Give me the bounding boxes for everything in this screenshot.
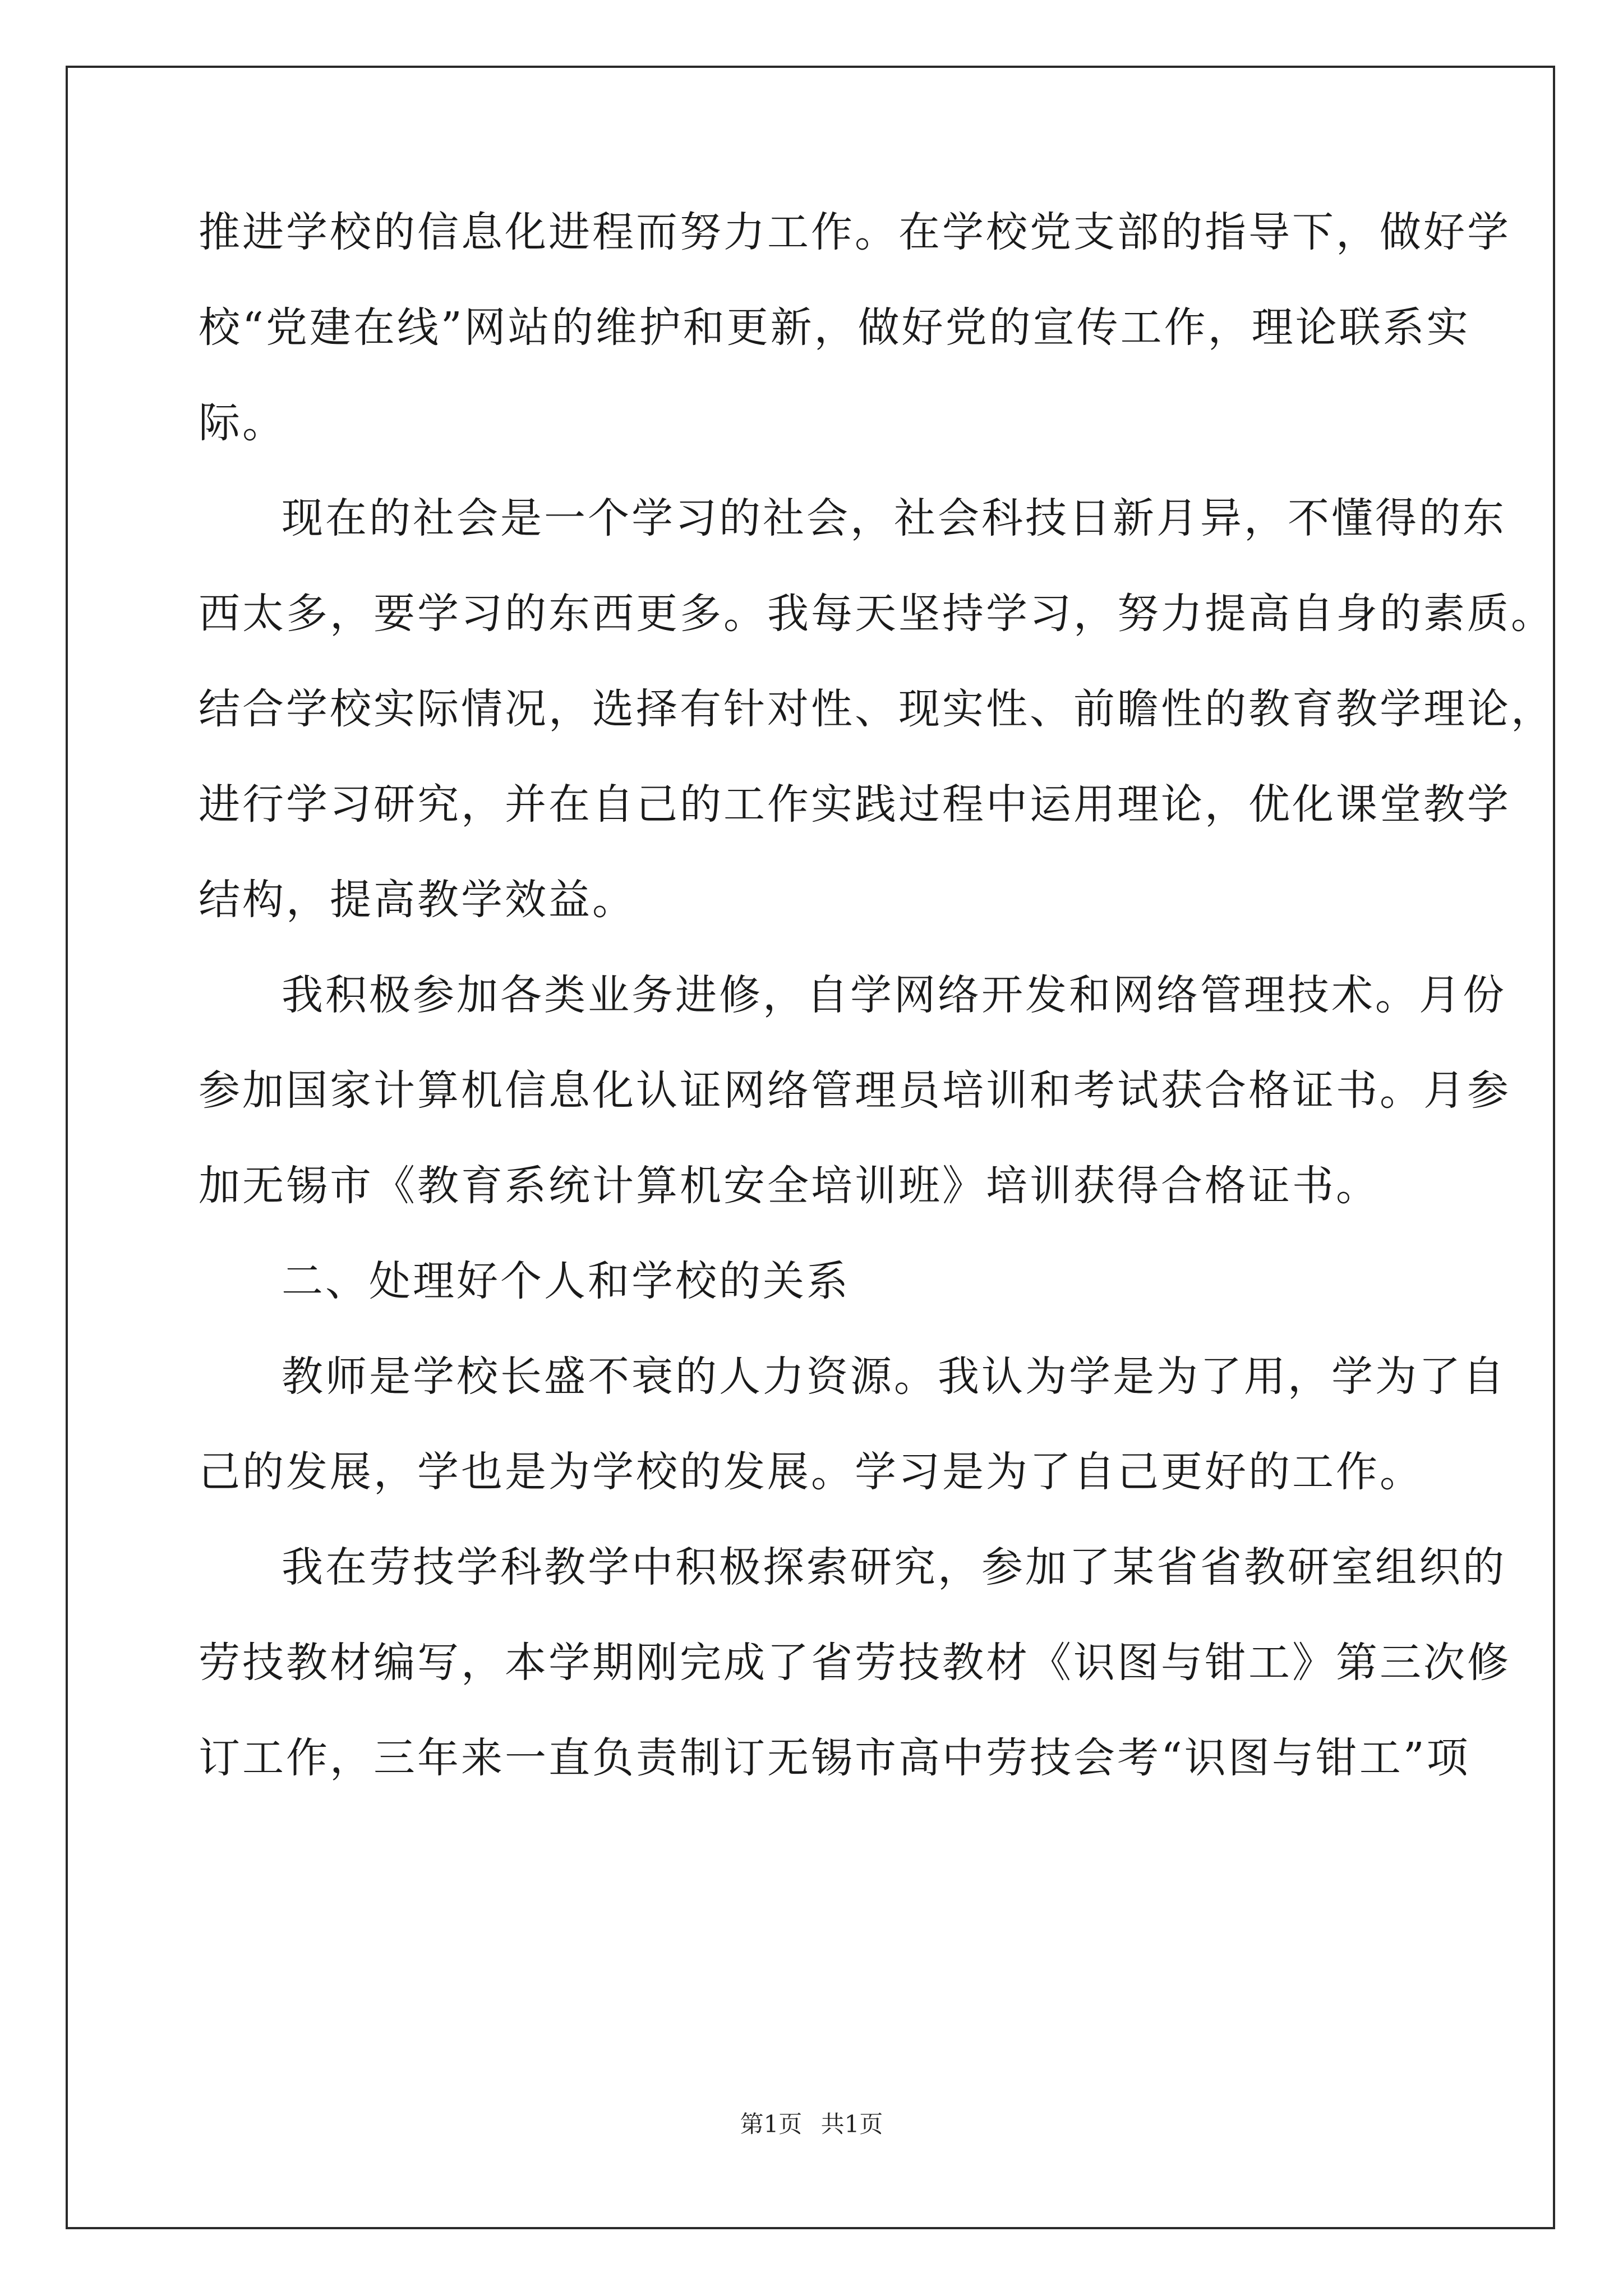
paragraph-first-line: 我积极参加各类业务进修，自学网络开发和网络管理技术。月份 — [282, 971, 1506, 1019]
text-line: 加无锡市《教育系统计算机安全培训班》培训获得合格证书。 — [199, 1162, 1380, 1210]
text-line: 际。 — [199, 399, 286, 447]
page-footer — [0, 2110, 1623, 2138]
paragraph-first-line: 我在劳技学科教学中积极探索研究，参加了某省省教研室组织的 — [282, 1543, 1506, 1591]
text-line: 订工作，三年来一直负责制订无锡市高中劳技会考“识图与钳工”项 — [199, 1734, 1470, 1782]
text-line: 己的发展，学也是为学校的发展。学习是为了自己更好的工作。 — [199, 1448, 1423, 1496]
paragraph-first-line: 教师是学校长盛不衰的人力资源。我认为学是为了用，学为了自 — [282, 1352, 1506, 1401]
document-body — [199, 208, 1555, 1830]
text-line: 结构，提高教学效益。 — [199, 876, 636, 924]
text-line: 校“党建在线”网站的维护和更新，做好党的宣传工作，理论联系实 — [199, 303, 1470, 352]
text-line: 西太多，要学习的东西更多。我每天坚持学习，努力提高自身的素质。 — [199, 590, 1555, 638]
text-line: 推进学校的信息化进程而努力工作。在学校党支部的指导下，做好学 — [199, 208, 1511, 256]
text-line: 参加国家计算机信息化认证网络管理员培训和考试获合格证书。月参 — [199, 1066, 1511, 1115]
section-heading: 二、处理好个人和学校的关系 — [282, 1257, 850, 1305]
text-line: 劳技教材编写，本学期刚完成了省劳技教材《识图与钳工》第三次修 — [199, 1639, 1511, 1687]
paragraph-first-line: 现在的社会是一个学习的社会，社会科技日新月异，不懂得的东 — [282, 494, 1506, 542]
page-number: 第1页 — [740, 2110, 803, 2138]
text-line: 结合学校实际情况，选择有针对性、现实性、前瞻性的教育教学理论， — [199, 685, 1555, 733]
text-line: 进行学习研究，并在自己的工作实践过程中运用理论，优化课堂教学 — [199, 780, 1511, 829]
page-total: 共1页 — [820, 2110, 883, 2138]
